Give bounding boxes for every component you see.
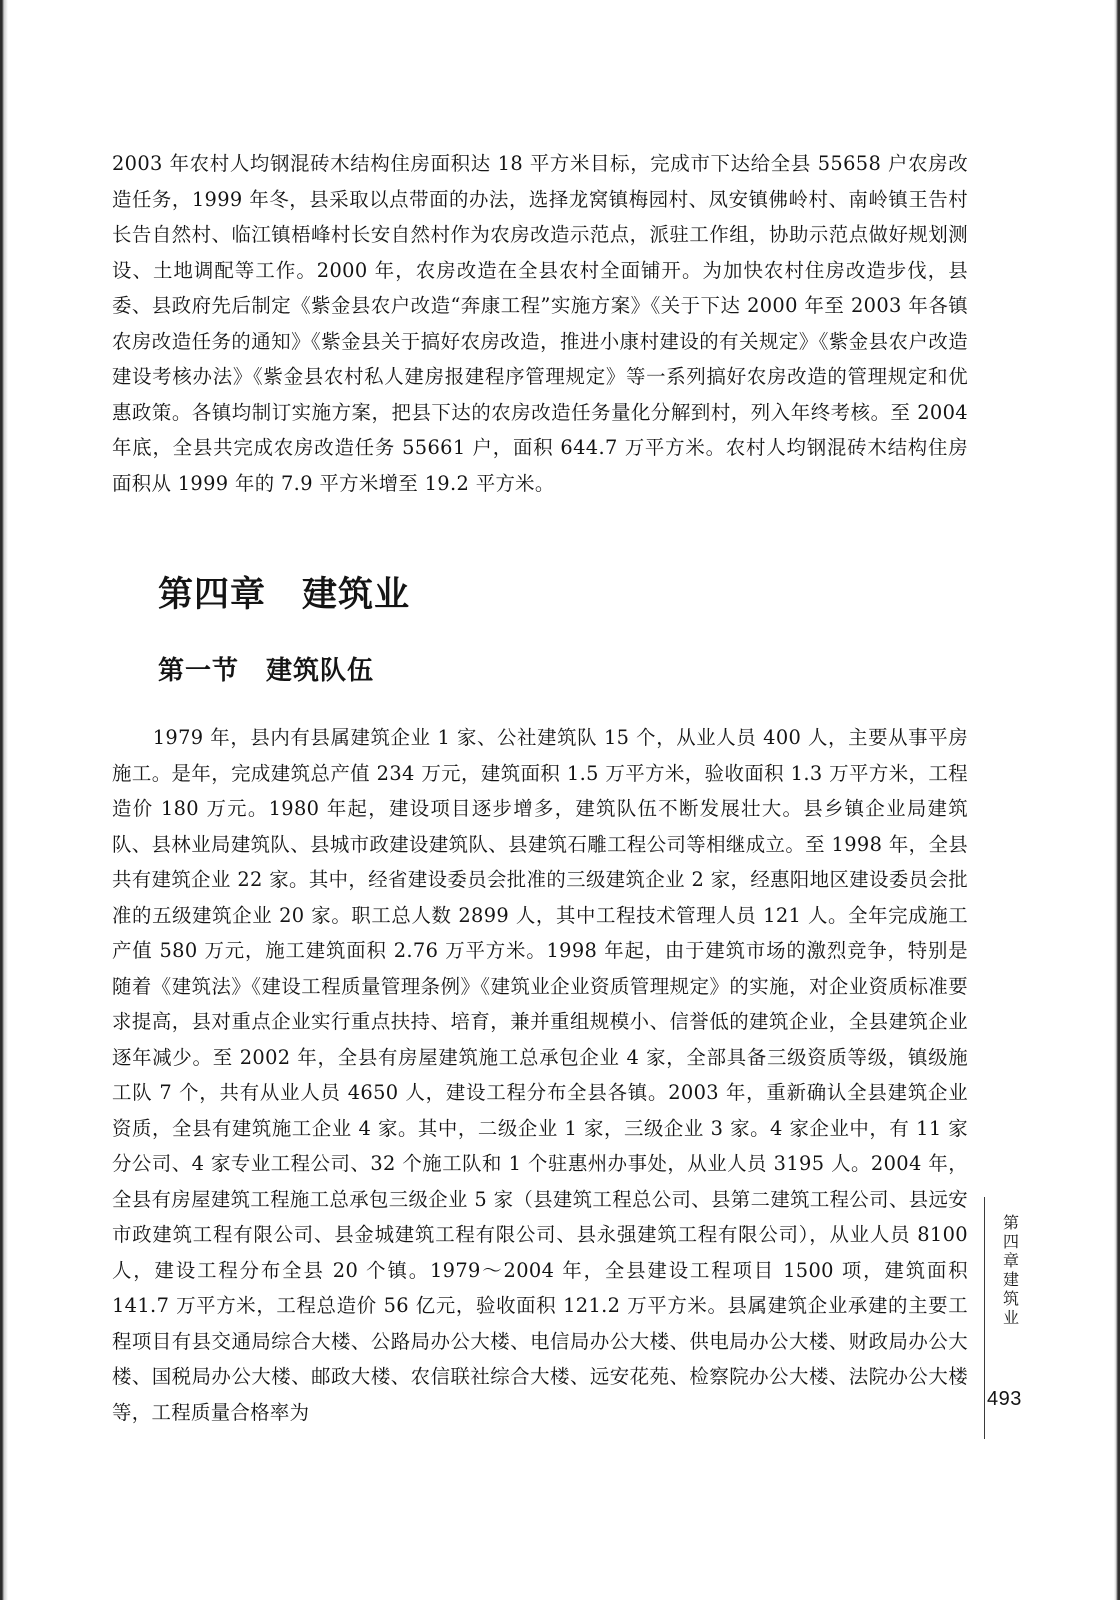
body-text-section [112,720,968,1430]
page-number: 493 [987,1388,1022,1410]
running-head: 第四章 建筑业 [1002,1213,1036,1327]
scan-edge-left [0,0,8,1600]
scan-edge-right [1114,0,1120,1600]
chapter-title: 第四章 建筑业 [158,575,411,615]
section-title: 第一节 建筑队伍 [158,656,375,686]
margin-rule [984,1197,985,1439]
paragraph-section-1: 1979 年，县内有县属建筑企业 1 家、公社建筑队 15 个，从业人员 400 人，主要从事平房施工。是年，完成建筑总产值 234 万元，建筑面积 1.5 万平方米，验收面积 1.3 万平方米，工程造价 180 万元。1980 年起，建设项目逐步增多，建筑队伍不断发展壮大。县乡镇企业局建筑队、县林业局建筑队、县城市政建设建筑队、县建筑石雕工程公司等相继成立。至 1998 年，全县共有建筑企业 22 家。其中，经省建设委员会批准的三级建筑企业 2 家，经惠阳地区建设委员会批准的五级建筑企业 20 家。职工总人数 2899 人，其中工程技术管理人员 121 人。全年完成施工产值 580 万元，施工建筑面积 2.76 万平方米。1998 年起，由于建筑市场的激烈竞争，特别是随着《建筑法》《建设工程质量管理条例》《建筑业企业资质管理规定》的实施，对企业资质标准要求提高，县对重点企业实行重点扶持、培育，兼并重组规模小、信誉低的建筑企业，全县建筑企业逐年减少。至 2002 年，全县有房屋建筑施工总承包企业 4 家，全部具备三级资质等级，镇级施工队 7 个，共有从业人员 4650 人，建设工程分布全县各镇。2003 年，重新确认全县建筑企业资质，全县有建筑施工企业 4 家。其中，二级企业 1 家，三级企业 3 家。4 家企业中，有 11 家分公司、4 家专业工程公司、32 个施工队和 1 个驻惠州办事处，从业人员 3195 人。2004 年，全县有房屋建筑工程施工总承包三级企业 5 家（县建筑工程总公司、县第二建筑工程公司、县远安市政建筑工程有限公司、县金城建筑工程有限公司、县永强建筑工程有限公司），从业人员 8100 人，建设工程分布全县 20 个镇。1979～2004 年，全县建设工程项目 1500 项，建筑面积 141.7 万平方米，工程总造价 56 亿元，验收面积 121.2 万平方米。县属建筑企业承建的主要工程项目有县交通局综合大楼、公路局办公大楼、电信局办公大楼、供电局办公大楼、财政局办公大楼、国税局办公大楼、邮政大楼、农信联社综合大楼、远安花苑、检察院办公大楼、法院办公大楼等，工程质量合格率为 [112,726,968,1424]
body-text-top [112,146,968,501]
paragraph-continuation: 2003 年农村人均钢混砖木结构住房面积达 18 平方米目标，完成市下达给全县 55658 户农房改造任务，1999 年冬，县采取以点带面的办法，选择龙窝镇梅园村、凤安镇佛岭村、南岭镇王告村长告自然村、临江镇梧峰村长安自然村作为农房改造示范点，派驻工作组，协助示范点做好规划测设、土地调配等工作。2000 年，农房改造在全县农村全面铺开。为加快农村住房改造步伐，县委、县政府先后制定《紫金县农户改造“奔康工程”实施方案》《关于下达 2000 年至 2003 年各镇农房改造任务的通知》《紫金县关于搞好农房改造，推进小康村建设的有关规定》《紫金县农户改造建设考核办法》《紫金县农村私人建房报建程序管理规定》等一系列搞好农房改造的管理规定和优惠政策。各镇均制订实施方案，把县下达的农房改造任务量化分解到村，列入年终考核。至 2004 年底，全县共完成农房改造任务 55661 户，面积 644.7 万平方米。农村人均钢混砖木结构住房面积从 1999 年的 7.9 平方米增至 19.2 平方米。 [112,152,968,495]
